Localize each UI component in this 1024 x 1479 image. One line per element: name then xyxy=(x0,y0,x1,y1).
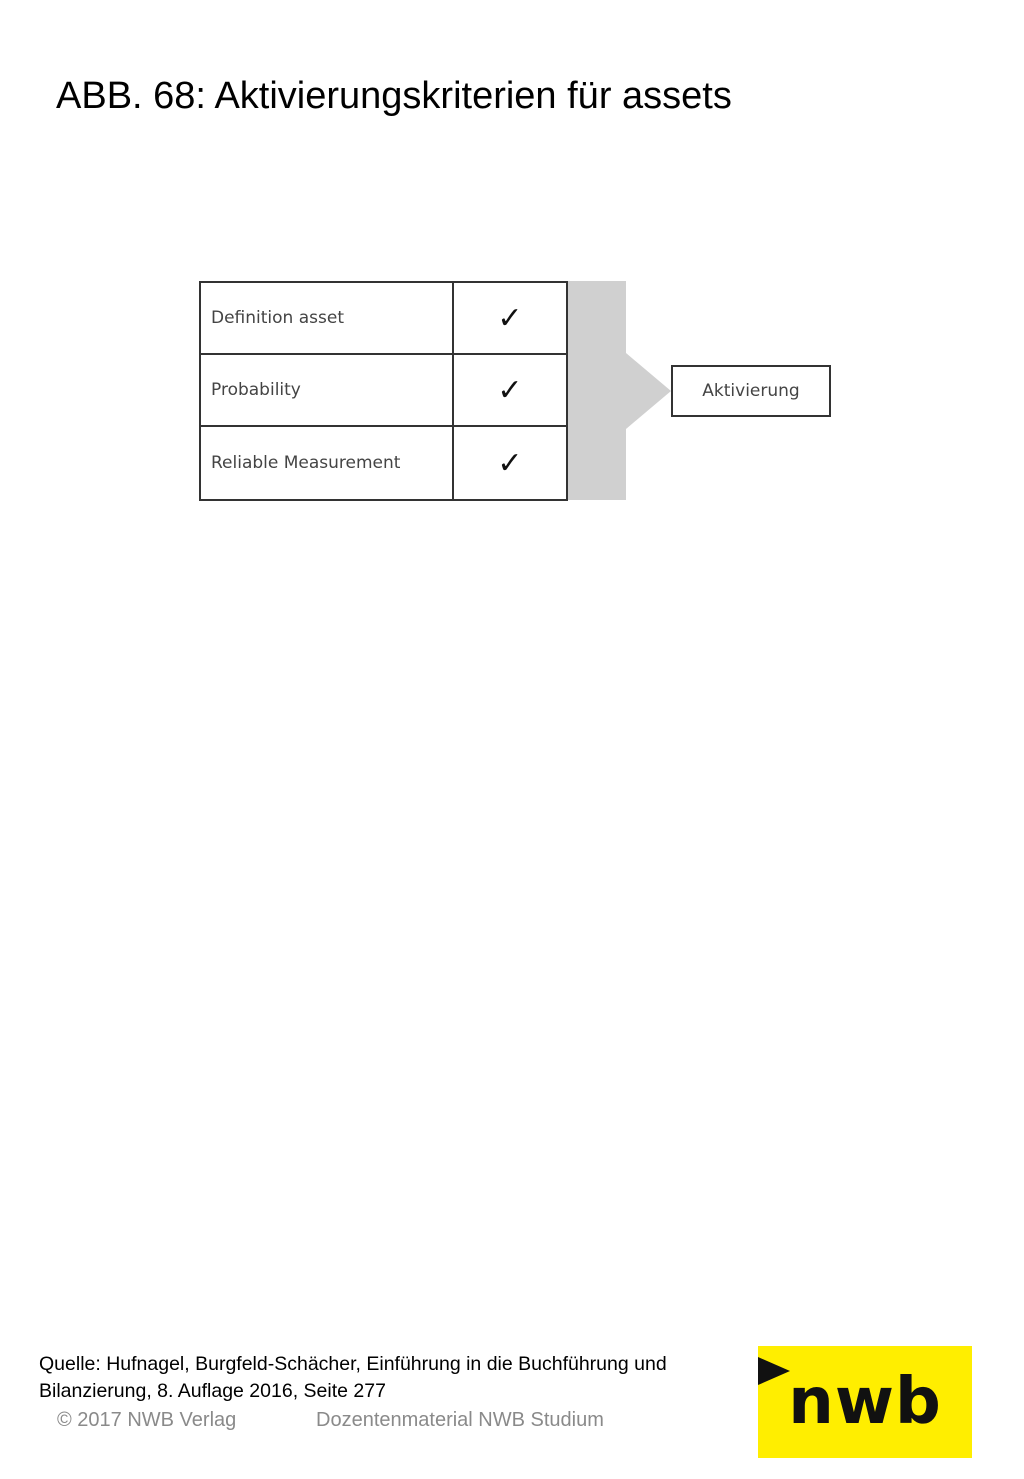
slide-title: ABB. 68: Aktivierungskriterien für assets xyxy=(56,75,732,117)
checkmark-icon: ✓ xyxy=(497,300,523,336)
arrow-right-icon xyxy=(568,281,671,500)
logo-text: nwb xyxy=(788,1365,942,1439)
criteria-table xyxy=(199,281,568,501)
source-line: Bilanzierung, 8. Auflage 2016, Seite 277 xyxy=(39,1380,386,1402)
criterion-label: Definition asset xyxy=(201,283,454,353)
criterion-label: Reliable Measurement xyxy=(201,427,454,499)
checkmark-icon: ✓ xyxy=(497,372,523,408)
criteria-row xyxy=(201,427,566,499)
nwb-logo xyxy=(758,1346,972,1458)
footer-material: Dozentenmaterial NWB Studium xyxy=(316,1409,604,1431)
checkmark-icon: ✓ xyxy=(497,445,523,481)
criterion-label: Probability xyxy=(201,355,454,425)
criteria-row xyxy=(201,355,566,427)
source-line: Quelle: Hufnagel, Burgfeld-Schächer, Einführung in die Buchführung und xyxy=(39,1353,667,1375)
footer-copyright: © 2017 NWB Verlag xyxy=(57,1409,237,1431)
criteria-row xyxy=(201,283,566,355)
source-citation xyxy=(39,1351,667,1405)
result-box: Aktivierung xyxy=(671,365,831,417)
